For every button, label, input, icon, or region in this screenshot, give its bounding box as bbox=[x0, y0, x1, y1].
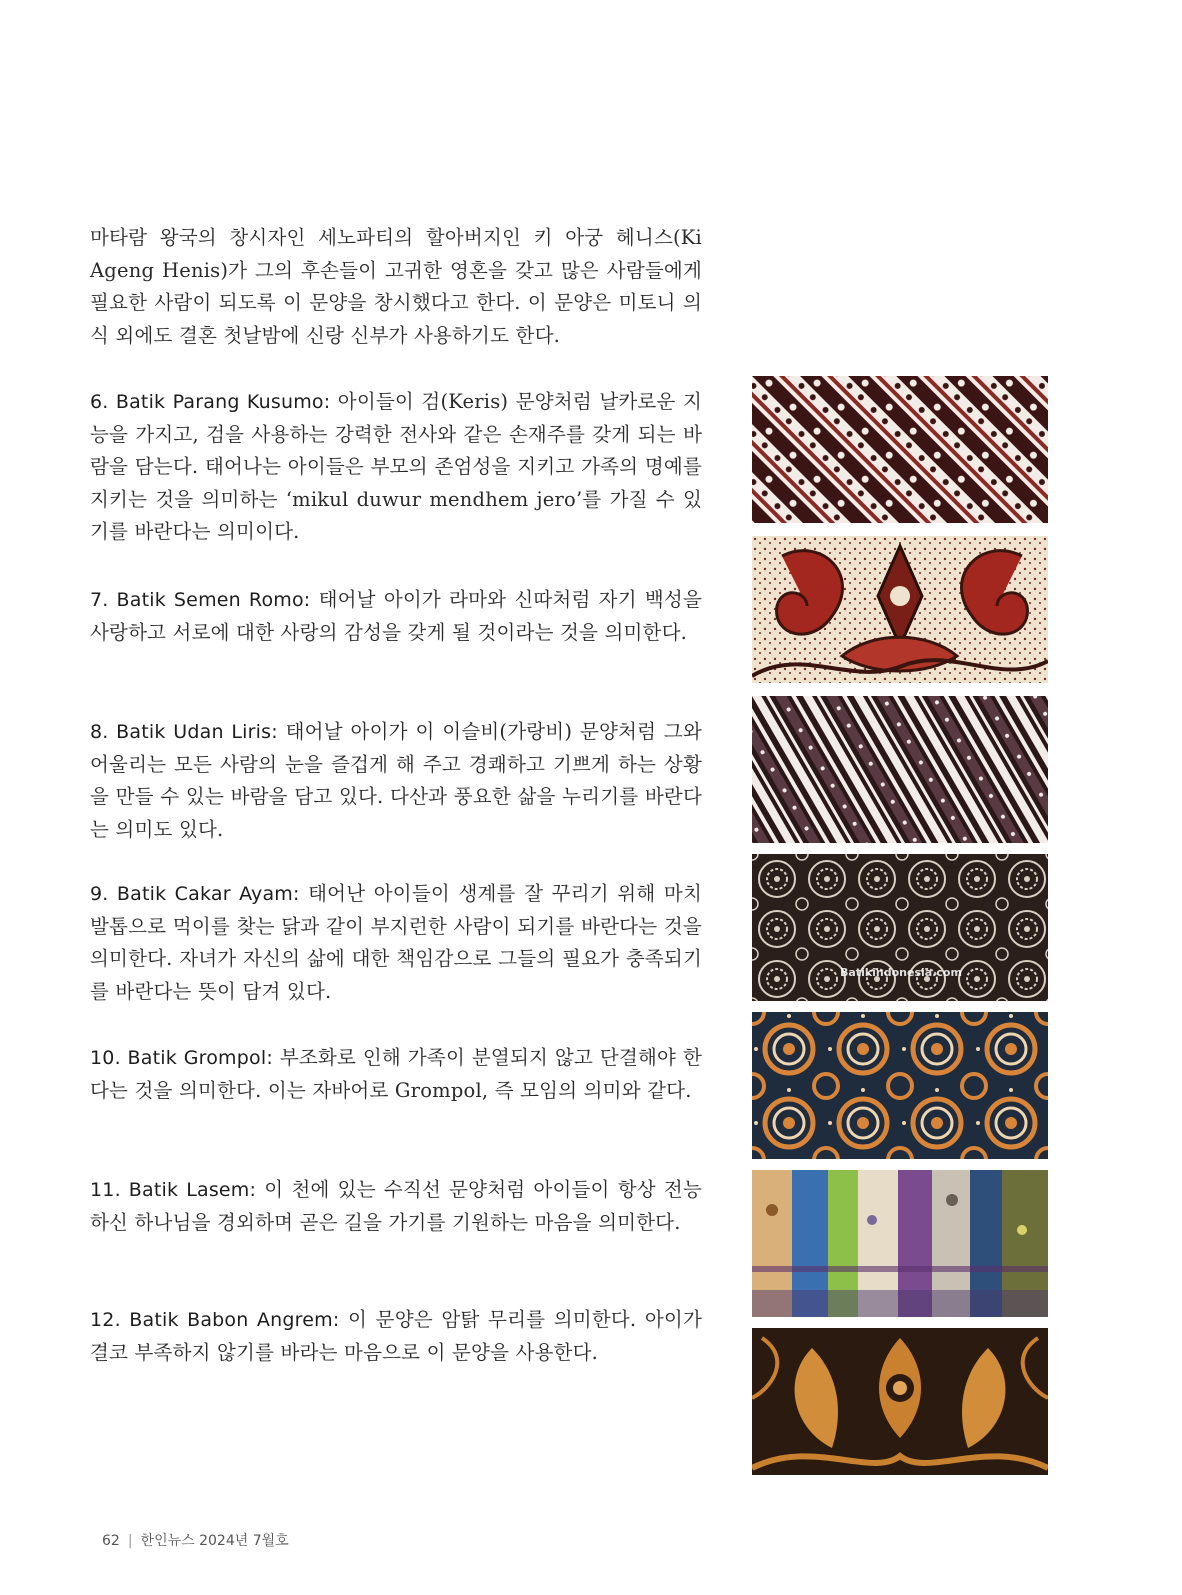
item-title: 11. Batik Lasem: bbox=[90, 1179, 257, 1201]
item-title: 12. Batik Babon Angrem: bbox=[90, 1309, 340, 1331]
item-title: 9. Batik Cakar Ayam: bbox=[90, 883, 300, 905]
item-body: 태어날 아이가 이 이슬비(가랑비) 문양처럼 그와 어울리는 모든 사람의 눈을 즐겁게 해 주고 경쾌하고 기쁘게 하는 상황을 만들 수 있는 바람을 담고 있다. 다산과 풍요한 삶을 누리기를 바란다는 의미도 있다. bbox=[90, 720, 702, 841]
item-lasem bbox=[90, 1174, 702, 1239]
article-text bbox=[90, 222, 703, 1364]
item-semen-romo bbox=[90, 584, 702, 649]
item-title: 8. Batik Udan Liris: bbox=[90, 721, 278, 743]
item-title: 7. Batik Semen Romo: bbox=[90, 589, 311, 611]
item-body: 이 문양은 암탉 무리를 의미한다. 아이가 결코 부족하지 않기를 바라는 마음으로 이 문양을 사용한다. bbox=[90, 1308, 702, 1364]
image-watermark: Batikindonesia.com bbox=[840, 966, 962, 979]
batik-lasem-image bbox=[752, 1170, 1048, 1317]
item-cakar-ayam bbox=[90, 878, 702, 1008]
item-body: 태어난 아이들이 생계를 잘 꾸리기 위해 마치 발톱으로 먹이를 찾는 닭과 같이 부지런한 사람이 되기를 바란다는 것을 의미한다. 자녀가 자신의 삶에 대한 책임감으로 그들의 필요가 충족되기를 바란다는 뜻이 담겨 있다. bbox=[90, 882, 702, 1003]
footer-separator: | bbox=[127, 1533, 133, 1549]
item-title: 10. Batik Grompol: bbox=[90, 1047, 273, 1069]
item-body: 태어날 아이가 라마와 신따처럼 자기 백성을 사랑하고 서로에 대한 사랑의 감성을 갖게 될 것이라는 것을 의미한다. bbox=[90, 588, 702, 644]
item-body: 아이들이 검(Keris) 문양처럼 날카로운 지능을 가지고, 검을 사용하는 강력한 전사와 같은 손재주를 갖게 되는 바람을 담는다. 태어나는 아이들은 부모의 존엄성을 지키고 가족의 명예를 지키는 것을 의미하는 ‘mikul duwur mendhem jero’를 가질 수 있기를 바란다는 의미이다. bbox=[90, 390, 702, 544]
item-babon-angrem bbox=[90, 1304, 702, 1369]
batik-parang-kusumo-image bbox=[752, 376, 1048, 523]
batik-babon-angrem-image bbox=[752, 1328, 1048, 1475]
item-grompol bbox=[90, 1042, 702, 1107]
item-parang-kusumo bbox=[90, 386, 702, 549]
page-footer bbox=[102, 1530, 289, 1550]
batik-grompol-image bbox=[752, 1012, 1048, 1159]
item-udan-liris bbox=[90, 716, 702, 846]
batik-cakar-ayam-image bbox=[752, 854, 1048, 1001]
publication-name: 한인뉴스 2024년 7월호 bbox=[140, 1533, 289, 1549]
item-title: 6. Batik Parang Kusumo: bbox=[90, 391, 331, 413]
item-body: 이 천에 있는 수직선 문양처럼 아이들이 항상 전능하신 하나님을 경외하며 곧은 길을 가기를 기원하는 마음을 의미한다. bbox=[90, 1178, 702, 1234]
intro-paragraph: 마타람 왕국의 창시자인 세노파티의 할아버지인 키 아궁 헤니스(Ki Ageng Henis)가 그의 후손들이 고귀한 영혼을 갖고 많은 사람들에게 필요한 사람이 되도록 이 문양을 창시했다고 한다. 이 문양은 미토니 의식 외에도 결혼 첫날밤에 신랑 신부가 사용하기도 한다. bbox=[90, 226, 702, 347]
batik-udan-liris-image bbox=[752, 696, 1048, 843]
batik-semen-romo-image bbox=[752, 536, 1048, 683]
page-number: 62 bbox=[102, 1533, 120, 1549]
item-body: 부조화로 인해 가족이 분열되지 않고 단결해야 한다는 것을 의미한다. 이는 자바어로 Grompol, 즉 모임의 의미와 같다. bbox=[90, 1046, 703, 1102]
